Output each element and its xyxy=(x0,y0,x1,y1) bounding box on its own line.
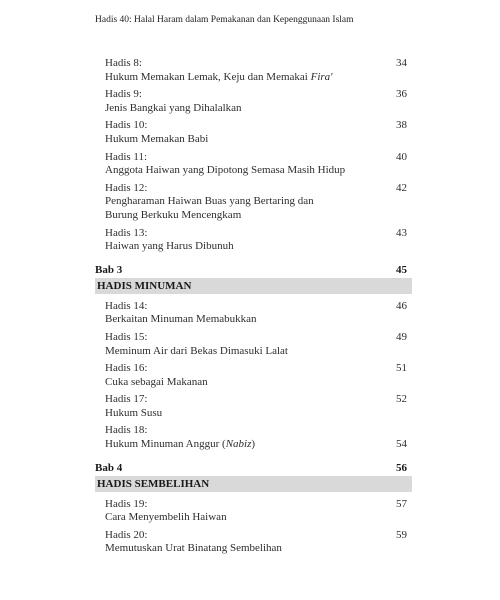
hadith-title: Berkaitan Minuman Memabukkan xyxy=(105,313,257,326)
hadith-title: Memutuskan Urat Binatang Sembelihan xyxy=(105,542,282,555)
page-number: 59 xyxy=(396,528,407,541)
page-number: 54 xyxy=(396,438,407,451)
chapter-heading xyxy=(95,460,412,476)
hadith-number: Hadis 14: xyxy=(105,299,148,312)
toc-entry xyxy=(95,362,412,389)
hadith-number: Hadis 10: xyxy=(105,119,148,132)
chapter-title: HADIS MINUMAN xyxy=(95,278,412,294)
page-number: 42 xyxy=(396,181,407,194)
hadith-number: Hadis 16: xyxy=(105,362,148,375)
hadith-number: Hadis 13: xyxy=(105,226,148,239)
hadith-number: Hadis 18: xyxy=(105,424,148,437)
toc-entry xyxy=(95,182,412,223)
toc-entry xyxy=(95,424,412,451)
toc-entry xyxy=(95,331,412,358)
page-number: 36 xyxy=(396,88,407,101)
hadith-title: Hukum Memakan Lemak, Keju dan Memakai Fira' xyxy=(105,70,333,83)
hadith-title: Burung Berkuku Mencengkam xyxy=(105,208,242,221)
running-header: Hadis 40: Halal Haram dalam Pemakanan dan Kepenggunaan Islam xyxy=(95,15,354,25)
hadith-title: Hukum Susu xyxy=(105,406,163,419)
toc-entry xyxy=(95,88,412,115)
page-number: 34 xyxy=(396,57,407,69)
hadith-number: Hadis 9: xyxy=(105,88,142,101)
page-number: 49 xyxy=(396,330,407,343)
page-number: 46 xyxy=(396,299,407,312)
hadith-number: Hadis 15: xyxy=(105,330,148,343)
chapter-heading xyxy=(95,262,412,278)
hadith-title: Hukum Minuman Anggur (Nabiz) xyxy=(105,438,256,451)
chapter-number: Bab 4 xyxy=(95,461,123,474)
page-number: 38 xyxy=(396,119,407,132)
table-of-contents xyxy=(95,57,412,560)
hadith-number: Hadis 12: xyxy=(105,181,148,194)
toc-entry xyxy=(95,227,412,254)
hadith-number: Hadis 19: xyxy=(105,497,148,510)
toc-entry xyxy=(95,529,412,556)
hadith-title: Hukum Memakan Babi xyxy=(105,132,209,145)
italic-term: Nabiz xyxy=(225,438,252,451)
hadith-title: Anggota Haiwan yang Dipotong Semasa Masih Hidup xyxy=(105,164,346,177)
toc-entry xyxy=(95,151,412,178)
toc-entry xyxy=(95,300,412,327)
hadith-title: Meminum Air dari Bekas Dimasuki Lalat xyxy=(105,344,288,357)
page-number: 51 xyxy=(396,362,407,375)
toc-entry xyxy=(95,498,412,525)
hadith-title: Cuka sebagai Makanan xyxy=(105,375,208,388)
chapter-page-number: 56 xyxy=(396,461,407,474)
hadith-title: Pengharaman Haiwan Buas yang Bertaring dan xyxy=(105,195,314,208)
hadith-title: Haiwan yang Harus Dibunuh xyxy=(105,240,234,253)
chapter-title: HADIS SEMBELIHAN xyxy=(95,476,412,492)
hadith-number: Hadis 11: xyxy=(105,150,148,163)
page-number: 43 xyxy=(396,226,407,239)
hadith-number: Hadis 17: xyxy=(105,393,148,406)
hadith-number: Hadis 20: xyxy=(105,528,148,541)
hadith-title: Jenis Bangkai yang Dihalalkan xyxy=(105,101,242,114)
page-number: 52 xyxy=(396,393,407,406)
hadith-title: Cara Menyembelih Haiwan xyxy=(105,511,227,524)
toc-entry xyxy=(95,393,412,420)
toc-entry xyxy=(95,57,412,84)
toc-entry xyxy=(95,119,412,146)
italic-term: Fira' xyxy=(310,70,333,83)
hadith-number: Hadis 8: xyxy=(105,57,142,69)
chapter-number: Bab 3 xyxy=(95,263,123,276)
page-number: 57 xyxy=(396,497,407,510)
chapter-page-number: 45 xyxy=(396,263,407,276)
page-number: 40 xyxy=(396,150,407,163)
